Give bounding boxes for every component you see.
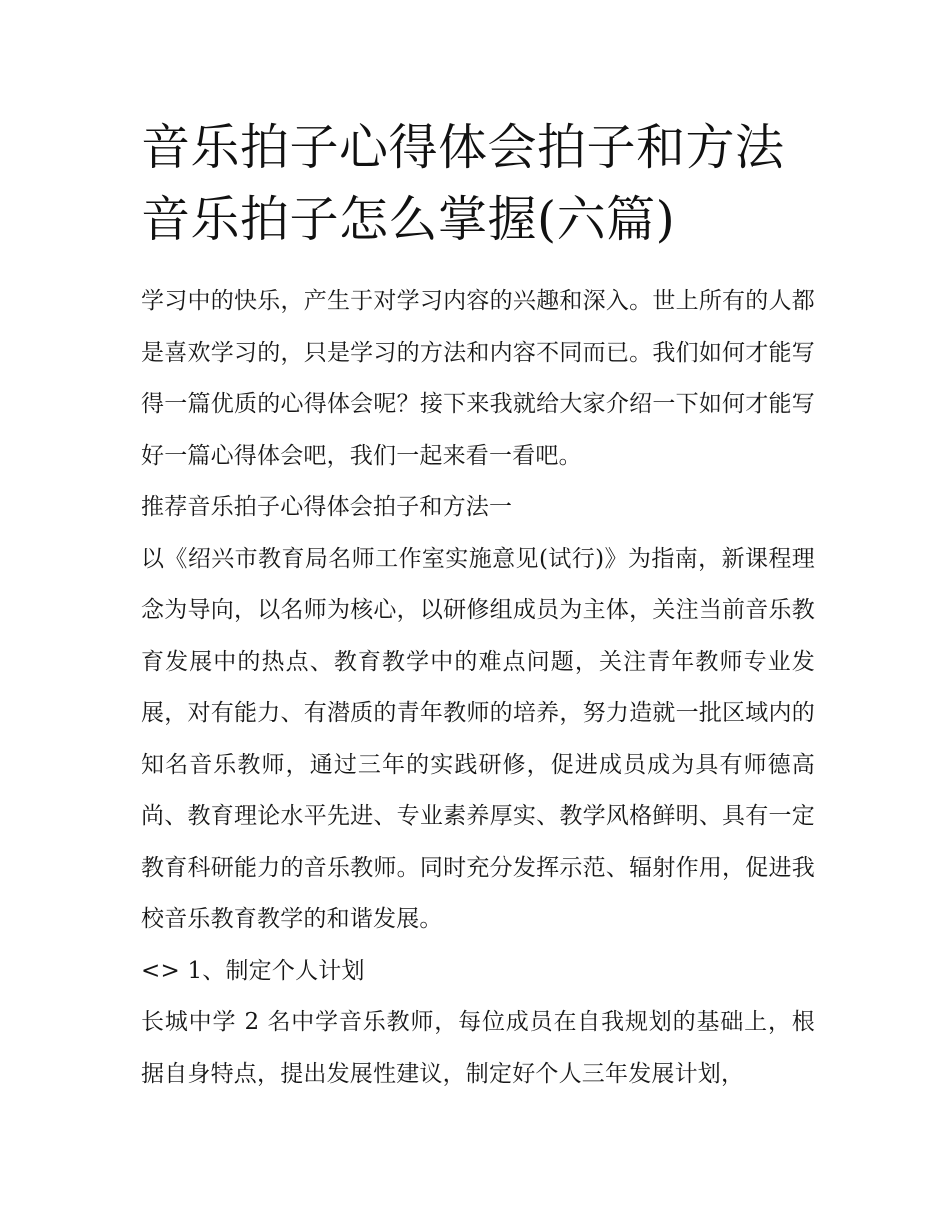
document-title: 音乐拍子心得体会拍子和方法音乐拍子怎么掌握(六篇) (141, 119, 785, 248)
body-paragraph: 以《绍兴市教育局名师工作室实施意见(试行)》为指南，新课程理念为导向，以名师为核心，以研修组成员为主体，关注当前音乐教育发展中的热点、教育教学中的难点问题，关注青年教师专业发展，对有能力、有潜质的青年教师的培养，努力造就一批区域内的知名音乐教师，通过三年的实践研修，促进成员成为具有师德高尚、教育理论水平先进、专业素养厚实、教学风格鲜明、具有一定教育科研能力的音乐教师。同时充分发挥示范、辐射作用，促进我校音乐教育教学的和谐发展。 (141, 545, 815, 932)
list-item-heading: <> 1、制定个人计划 (141, 957, 365, 984)
section-heading: 推荐音乐拍子心得体会拍子和方法一 (141, 494, 513, 520)
document-body (141, 276, 815, 1100)
body-paragraph: 长城中学 2 名中学音乐教师，每位成员在自我规划的基础上，根据自身特点，提出发展性建议，制定好个人三年发展计划， (141, 1009, 815, 1087)
intro-paragraph: 学习中的快乐，产生于对学习内容的兴趣和深入。世上所有的人都是喜欢学习的，只是学习的方法和内容不同而已。我们如何才能写得一篇优质的心得体会呢？接下来我就给大家介绍一下如何才能写好一篇心得体会吧，我们一起来看一看吧。 (141, 288, 815, 469)
